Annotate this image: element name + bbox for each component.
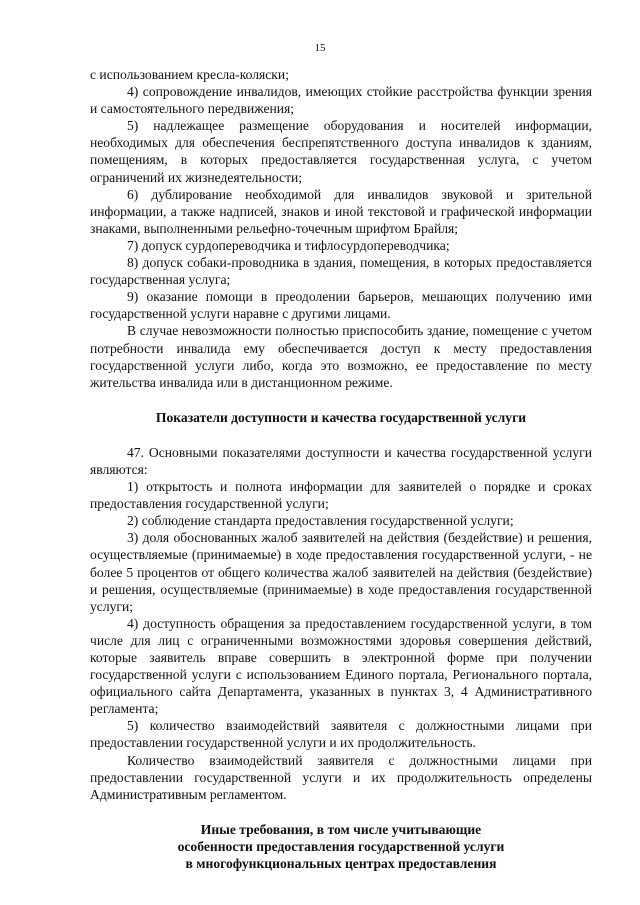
section-heading-accessibility-quality: Показатели доступности и качества государственной услуги [155,409,527,425]
paragraph: 6) дублирование необходимой для инвалидов звуковой и зрительной информации, а также надписей, знаков и иной текстовой и графической информации знаками, выполненными рельефно-точечным шрифтом Брайля; [90,186,592,236]
paragraph: 47. Основными показателями доступности и качества государственной услуги являются: [90,444,592,477]
accessibility-measures-list [90,66,592,391]
paragraph: 4) доступность обращения за предоставлением государственной услуги, в том числе для лиц с ограниченными возможностями здоровья совершения действий, которые заявитель вправе совершить в электронной форме при получении государственной услуги с использованием Единого портала, Регионального портала, официального сайта Департамента, указанных в пунктах 3, 4 Административного регламента; [90,615,592,717]
paragraph: с использованием кресла-коляски; [90,67,289,82]
paragraph: 5) количество взаимодействий заявителя с должностными лицами при предоставлении государственной услуги и их продолжительность. [90,718,592,751]
paragraph: 7) допуск сурдопереводчика и тифлосурдопереводчика; [127,237,450,253]
heading-line: Иные требования, в том числе учитывающие [200,821,482,837]
heading-line: особенности предоставления государственной услуги [177,838,505,854]
document-body [90,66,592,872]
paragraph: 3) доля обоснованных жалоб заявителей на действия (бездействие) и решения, осуществляемые (принимаемые) в ходе предоставления государственной услуги, - не более 5 процентов от общего количества жалоб заявителей на действия (бездействие) и решения, осуществляемые (принимаемые) в ходе предоставления государственной услуги; [90,530,592,614]
paragraph: 8) допуск собаки-проводника в здания, помещения, в которых предоставляется государственная услуга; [90,255,592,288]
paragraph: 5) надлежащее размещение оборудования и носителей информации, необходимых для обеспечения беспрепятственного доступа инвалидов к зданиям, помещениям, в которых предоставляется государственная услуга, с учетом ограничений их жизнедеятельности; [90,118,592,185]
paragraph: 1) открытость и полнота информации для заявителей о порядке и сроках предоставления государственной услуги; [90,479,592,512]
paragraph: В случае невозможности полностью приспособить здание, помещение с учетом потребности инвалида ему обеспечивается доступ к месту предоставления государственной услуги либо, когда это возможно, ее предоставление по месту жительства инвалида или в дистанционном режиме. [90,323,592,390]
paragraph: 4) сопровождение инвалидов, имеющих стойкие расстройства функции зрения и самостоятельного передвижения; [90,84,592,117]
paragraph: 2) соблюдение стандарта предоставления государственной услуги; [127,513,514,529]
section-heading-other-requirements [90,821,592,872]
paragraph: Количество взаимодействий заявителя с должностными лицами при предоставлении государственной услуги и их продолжительность определены Административным регламентом. [90,752,592,802]
paragraph: 9) оказание помощи в преодолении барьеров, мешающих получению ими государственной услуги наравне с другими лицами. [90,289,592,322]
page-number: 15 [314,42,326,54]
heading-line: в многофункциональных центрах предоставления [185,856,497,872]
quality-indicators-list [90,444,592,803]
